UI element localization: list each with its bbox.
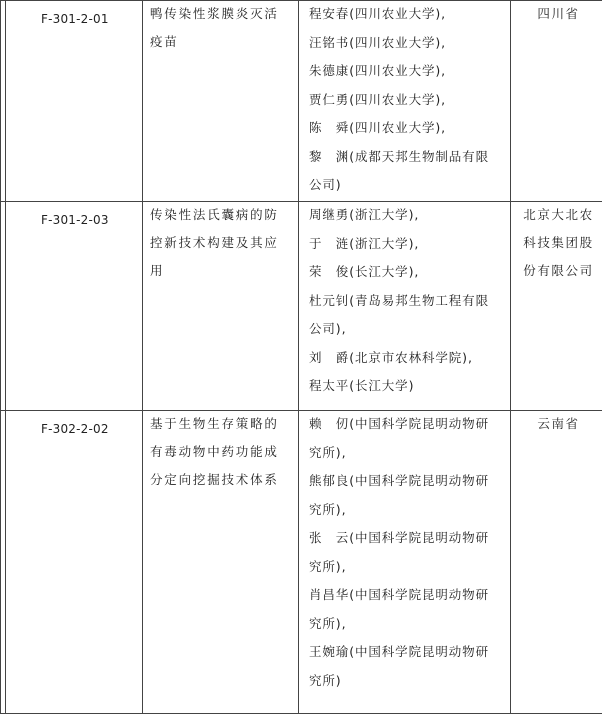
person-line: 赖 仞(中国科学院昆明动物研: [309, 416, 489, 431]
nominating-unit-cell: [511, 1, 602, 202]
project-code-cell: [6, 1, 143, 202]
person-line: 究所),: [309, 558, 347, 574]
table-row: [1, 411, 602, 714]
person-line: 究所): [309, 672, 342, 688]
person-line: 程太平(长江大学): [309, 378, 415, 393]
person-line: 于 涟(浙江大学),: [309, 235, 420, 251]
person-line: 汪铭书(四川农业大学),: [309, 34, 447, 50]
project-code: F-302-2-02: [41, 422, 109, 436]
person-line: 究所),: [309, 444, 347, 460]
person-line: 张 云(中国科学院昆明动物研: [309, 530, 489, 545]
project-title: 传染性法氏囊病的防控新技术构建及其应用: [150, 207, 279, 278]
table-row: [1, 1, 602, 202]
person-line: 陈 舜(四川农业大学),: [309, 120, 447, 135]
people-cell: [299, 202, 511, 411]
project-code: F-301-2-03: [41, 213, 109, 227]
project-title-cell: [143, 411, 299, 714]
person-line: 熊郁良(中国科学院昆明动物研: [309, 473, 489, 488]
project-title: 鸭传染性浆膜炎灭活疫苗: [150, 6, 279, 49]
person-line: 荣 俊(长江大学),: [309, 264, 420, 279]
people-cell: [299, 411, 511, 714]
nominating-unit-cell: [511, 202, 602, 411]
table-row: [1, 202, 602, 411]
project-code-cell: [6, 202, 143, 411]
project-title-cell: [143, 1, 299, 202]
person-line: 贾仁勇(四川农业大学),: [309, 91, 447, 107]
project-code-cell: [6, 411, 143, 714]
person-line: 公司): [309, 177, 342, 192]
person-line: 公司),: [309, 321, 347, 336]
person-line: 王婉瑜(中国科学院昆明动物研: [309, 644, 489, 659]
nominating-unit: 北京大北农科技集团股份有限公司: [523, 207, 594, 278]
people-list: [299, 0, 510, 200]
nominating-unit-cell: [511, 411, 602, 714]
nominating-unit: 云南省: [537, 416, 580, 431]
person-line: 黎 渊(成都天邦生物制品有限: [309, 148, 489, 164]
people-cell: [299, 1, 511, 202]
person-line: 究所),: [309, 501, 347, 517]
people-list: [299, 410, 510, 695]
project-code: F-301-2-01: [41, 12, 109, 26]
person-line: 杜元钊(青岛易邦生物工程有限: [309, 292, 489, 308]
people-list: [299, 201, 510, 401]
project-title-cell: [143, 202, 299, 411]
person-line: 究所),: [309, 615, 347, 631]
person-line: 程安春(四川农业大学),: [309, 6, 447, 21]
person-line: 朱德康(四川农业大学),: [309, 63, 447, 78]
person-line: 刘 爵(北京市农林科学院),: [309, 349, 473, 365]
person-line: 周继勇(浙江大学),: [309, 207, 420, 222]
nominating-unit: 四川省: [537, 6, 580, 21]
project-title: 基于生物生存策略的有毒动物中药功能成分定向挖掘技术体系: [150, 416, 279, 487]
person-line: 肖昌华(中国科学院昆明动物研: [309, 587, 489, 602]
